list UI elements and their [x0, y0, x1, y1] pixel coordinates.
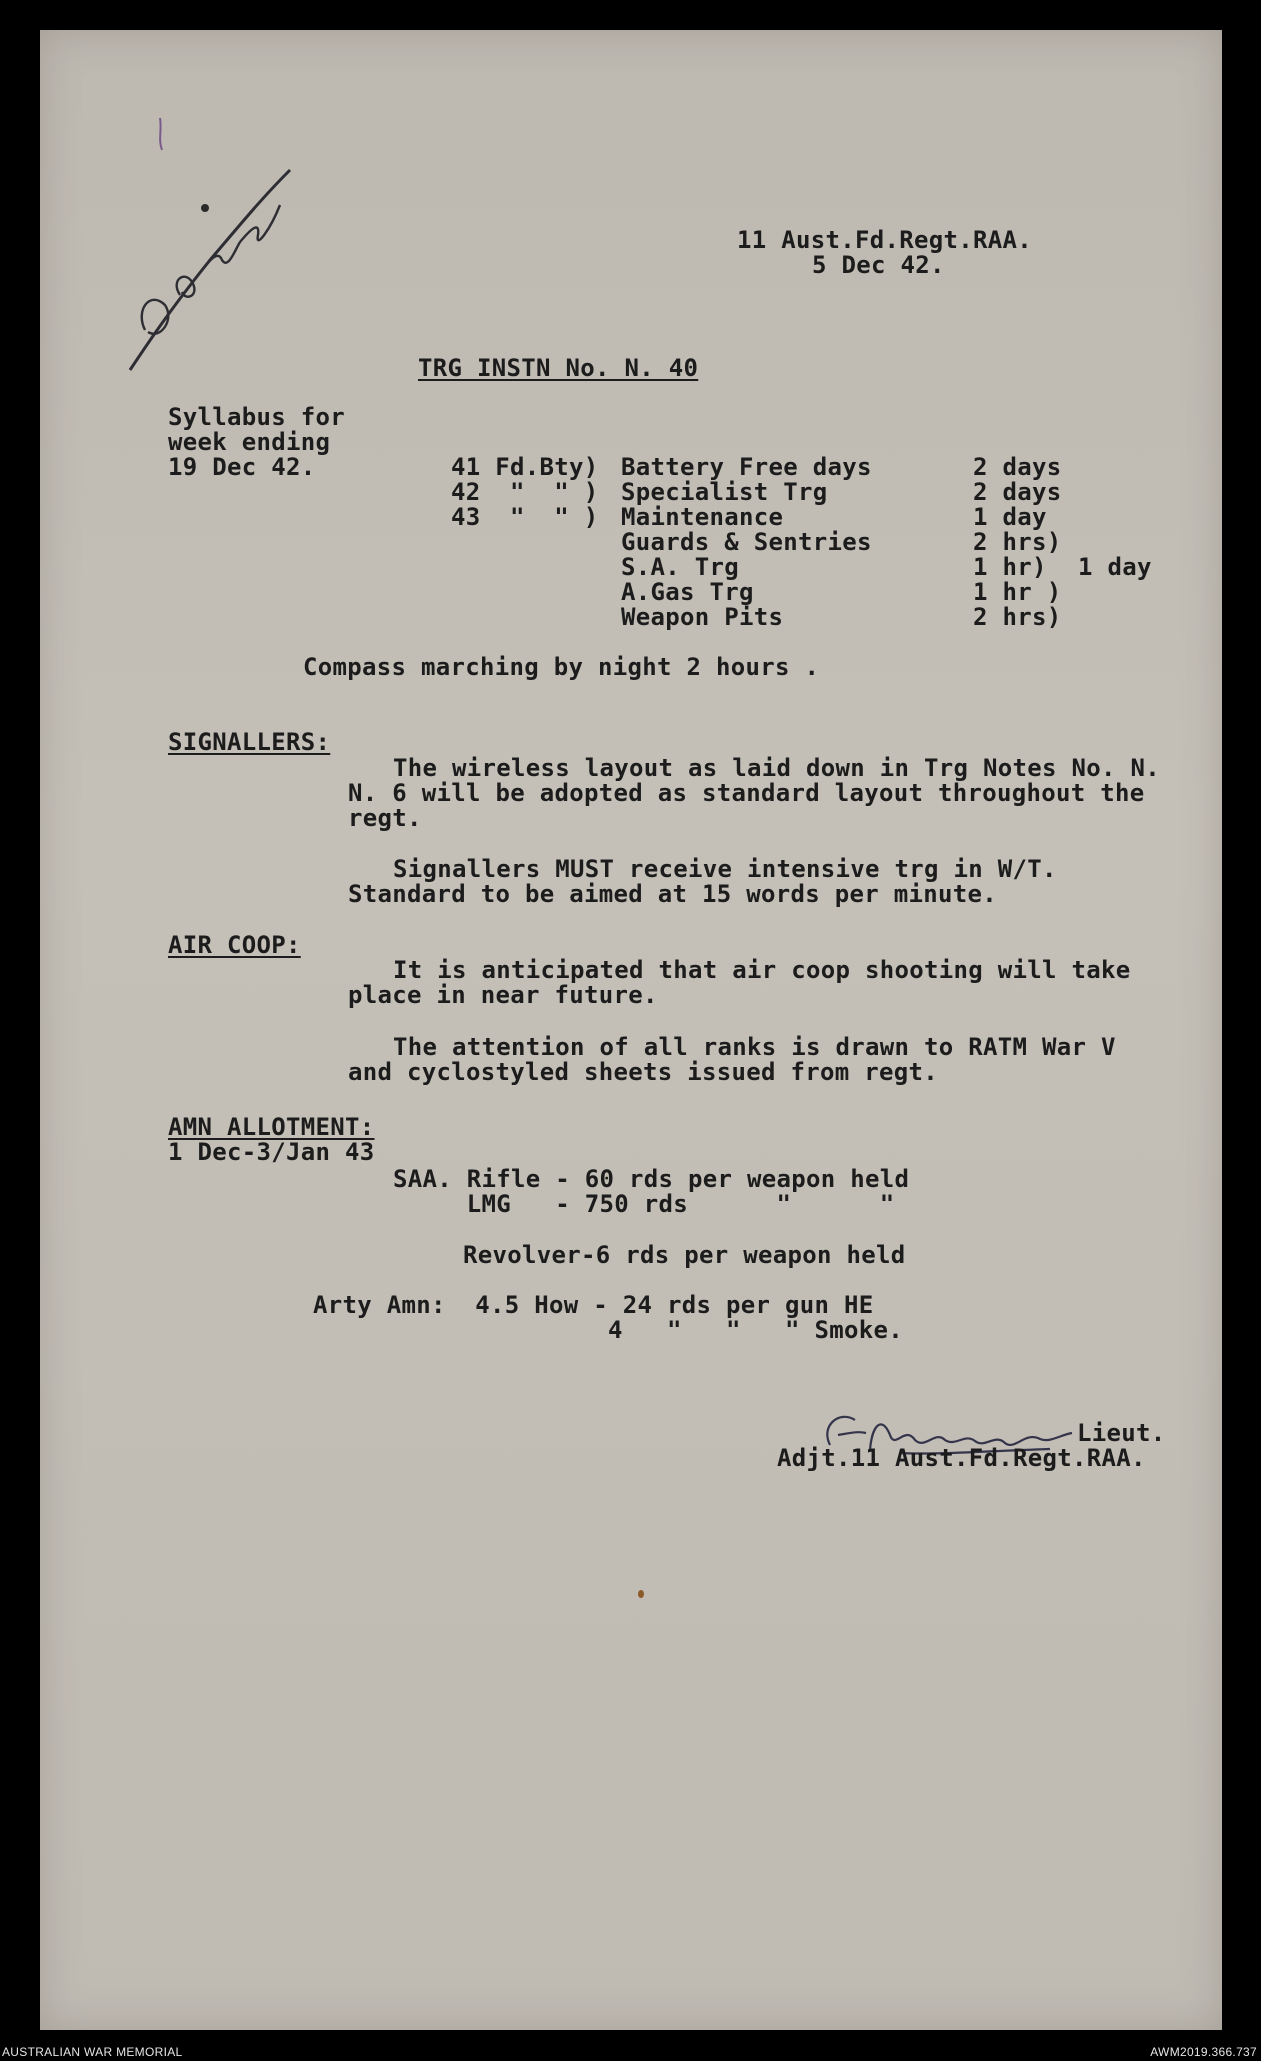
air-coop-paragraph-line: and cyclostyled sheets issued from regt.	[348, 1058, 938, 1086]
activity-name: S.A. Trg	[621, 553, 739, 581]
activity-duration: 2 hrs)	[973, 603, 1062, 631]
air-coop-paragraph-line: place in near future.	[348, 981, 658, 1009]
signallers-heading: SIGNALLERS:	[168, 728, 331, 756]
footer-archive-name: AUSTRALIAN WAR MEMORIAL	[2, 2045, 183, 2059]
air-coop-paragraph-line: It is anticipated that air coop shooting will take	[393, 956, 1131, 984]
amn-saa-lmg: LMG - 750 rds " "	[393, 1190, 895, 1218]
signallers-paragraph-line: regt.	[348, 804, 422, 832]
signatory-rank: Lieut.	[1077, 1419, 1166, 1447]
amn-arty-he: Arty Amn: 4.5 How - 24 rds per gun HE	[313, 1291, 874, 1319]
document-page	[40, 30, 1222, 2030]
activity-name: Weapon Pits	[621, 603, 784, 631]
signallers-paragraph-line: N. 6 will be adopted as standard layout throughout the	[348, 779, 1145, 807]
syllabus-label-line: 19 Dec 42.	[168, 453, 316, 481]
handwritten-annotation	[90, 110, 350, 400]
activity-name: Specialist Trg	[621, 478, 828, 506]
amn-revolver: Revolver-6 rds per weapon held	[463, 1241, 906, 1269]
amn-period: 1 Dec-3/Jan 43	[168, 1138, 375, 1166]
amn-saa-rifle: SAA. Rifle - 60 rds per weapon held	[393, 1165, 910, 1193]
syllabus-label-line: week ending	[168, 428, 331, 456]
activity-duration: 2 hrs)	[973, 528, 1062, 556]
signallers-paragraph-line: Standard to be aimed at 15 words per minute.	[348, 880, 997, 908]
amn-arty-smoke: 4 " " " Smoke.	[313, 1316, 903, 1344]
ink-spot	[638, 1590, 644, 1598]
activity-group-total: 1 day	[1078, 553, 1152, 581]
activity-name: Guards & Sentries	[621, 528, 872, 556]
activity-name: A.Gas Trg	[621, 578, 754, 606]
amn-heading: AMN ALLOTMENT:	[168, 1113, 375, 1141]
compass-note: Compass marching by night 2 hours .	[303, 653, 820, 681]
air-coop-heading: AIR COOP:	[168, 931, 301, 959]
battery-entry: 41 Fd.Bty)	[451, 453, 599, 481]
footer-accession-number: AWM2019.366.737	[1150, 2045, 1257, 2059]
signatory-appointment: Adjt.11 Aust.Fd.Regt.RAA.	[777, 1444, 1146, 1472]
unit-name: 11 Aust.Fd.Regt.RAA.	[737, 226, 1032, 254]
activity-name: Battery Free days	[621, 453, 872, 481]
syllabus-label-line: Syllabus for	[168, 403, 345, 431]
document-title: TRG INSTN No. N. 40	[418, 354, 699, 382]
air-coop-paragraph-line: The attention of all ranks is drawn to RATM War V	[393, 1033, 1116, 1061]
signallers-paragraph-line: Signallers MUST receive intensive trg in W/T.	[393, 855, 1057, 883]
battery-entry: 43 " " )	[451, 503, 599, 531]
signallers-paragraph-line: The wireless layout as laid down in Trg Notes No. N.	[393, 754, 1160, 782]
activity-name: Maintenance	[621, 503, 784, 531]
activity-duration: 1 day	[973, 503, 1047, 531]
activity-duration: 2 days	[973, 478, 1062, 506]
document-date: 5 Dec 42.	[812, 251, 945, 279]
activity-duration: 1 hr )	[973, 578, 1062, 606]
activity-duration: 1 hr)	[973, 553, 1047, 581]
battery-entry: 42 " " )	[451, 478, 599, 506]
activity-duration: 2 days	[973, 453, 1062, 481]
